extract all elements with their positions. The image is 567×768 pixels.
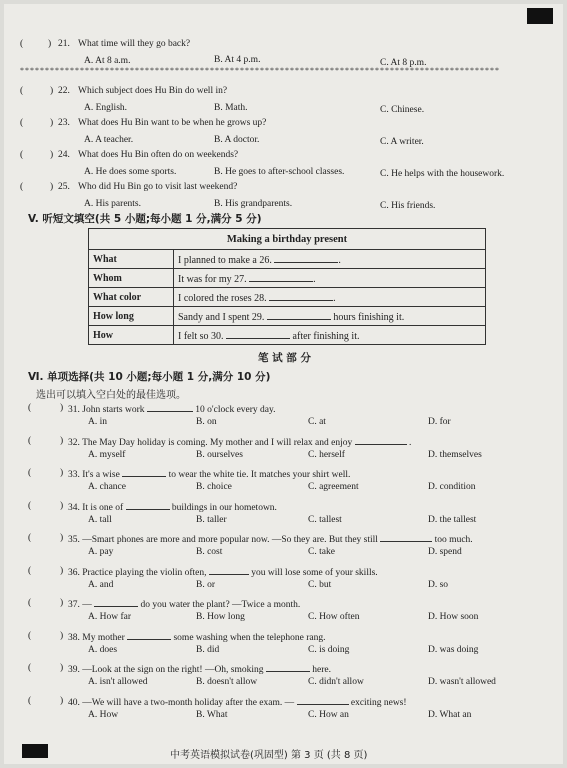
option-a: A. How [88, 710, 119, 720]
question-number: 35. [68, 535, 80, 545]
answer-paren-open: ( [28, 566, 32, 576]
stem-before: — [82, 600, 92, 610]
option-d: D. How soon [428, 612, 479, 622]
answer-paren-open: ( [28, 501, 32, 511]
option-b: B. At 4 p.m. [214, 55, 261, 65]
answer-blank[interactable] [249, 272, 313, 282]
option-b: B. taller [196, 515, 227, 525]
question-stem: Who did Hu Bin go to visit last weekend? [78, 182, 238, 192]
row-label: What color [89, 288, 174, 307]
table-row [89, 288, 486, 307]
question-number: 33. [68, 470, 80, 480]
option-b: B. A doctor. [214, 135, 260, 145]
stem-before: Practice playing the violin often, [82, 568, 207, 578]
option-b: B. How long [196, 612, 245, 622]
table-row [89, 326, 486, 345]
option-c: C. At 8 p.m. [380, 58, 427, 68]
question-text [68, 597, 300, 611]
option-d: D. wasn't allowed [428, 677, 496, 687]
option-c: C. A writer. [380, 137, 424, 147]
option-a: A. myself [88, 450, 126, 460]
answer-blank[interactable] [122, 467, 166, 477]
question-stem: What time will they go back? [78, 39, 191, 49]
option-a: A. does [88, 645, 118, 655]
answer-paren-open: ( [20, 118, 24, 128]
stem-after: some washing when the telephone rang. [173, 633, 326, 643]
answer-paren-close: ) [50, 182, 54, 192]
option-c: C. Chinese. [380, 105, 425, 115]
option-c: C. tallest [308, 515, 342, 525]
answer-paren-close: ) [60, 403, 64, 413]
option-b: B. ourselves [196, 450, 243, 460]
answer-blank[interactable] [380, 532, 432, 542]
section-6-title: Ⅵ. 单项选择(共 10 小题;每小题 1 分,满分 10 分) [28, 371, 271, 383]
option-c: C. didn't allow [308, 677, 364, 687]
question-text [68, 467, 350, 481]
question-number: 40. [68, 698, 80, 708]
option-d: D. condition [428, 482, 476, 492]
question-number: 23. [58, 118, 70, 128]
option-a: A. English. [84, 103, 128, 113]
option-b: B. did [196, 645, 220, 655]
stem-after: too much. [434, 535, 473, 545]
answer-paren-close: ) [60, 566, 64, 576]
answer-paren-open: ( [20, 150, 24, 160]
registration-mark-top [527, 8, 553, 24]
answer-blank[interactable] [355, 435, 407, 445]
answer-paren-close: ) [60, 696, 64, 706]
answer-paren-open: ( [28, 663, 32, 673]
answer-paren-close: ) [48, 39, 52, 49]
option-a: A. At 8 a.m. [84, 56, 131, 66]
table-row [89, 307, 486, 326]
option-c: C. is doing [308, 645, 350, 655]
option-b: B. choice [196, 482, 232, 492]
birthday-table [88, 228, 486, 345]
option-a: A. isn't allowed [88, 677, 148, 687]
option-c: C. agreement [308, 482, 359, 492]
answer-paren-close: ) [60, 468, 64, 478]
answer-blank[interactable] [266, 662, 310, 672]
stem-after: you will lose some of your skills. [251, 568, 378, 578]
option-a: A. His parents. [84, 199, 141, 209]
answer-paren-close: ) [60, 533, 64, 543]
question-number: 24. [58, 150, 70, 160]
stem-before: My mother [82, 633, 125, 643]
stem-before: The May Day holiday is coming. My mother and I will relax and enjoy [82, 438, 353, 448]
page-footer: 中考英语模拟试卷(巩固型) 第 3 页 (共 8 页) [170, 750, 368, 761]
answer-blank[interactable] [274, 253, 338, 263]
option-b: B. or [196, 580, 215, 590]
table-title: Making a birthday present [89, 229, 486, 250]
stem-before: John starts work [82, 405, 145, 415]
question-text [68, 662, 331, 676]
answer-paren-open: ( [20, 182, 24, 192]
section-6-instruction: 选出可以填入空白处的最佳选项。 [36, 390, 186, 401]
stem-after: exciting news! [350, 698, 407, 708]
question-text [68, 402, 276, 416]
table-row [89, 269, 486, 288]
answer-paren-open: ( [28, 403, 32, 413]
option-d: D. themselves [428, 450, 482, 460]
answer-paren-open: ( [28, 533, 32, 543]
answer-blank[interactable] [94, 597, 138, 607]
row-content: It was for my 27. . [174, 269, 486, 288]
table-row [89, 250, 486, 269]
stem-after: to wear the white tie. It matches your shirt well. [168, 470, 351, 480]
option-d: D. so [428, 580, 449, 590]
row-label: Whom [89, 269, 174, 288]
answer-paren-open: ( [28, 598, 32, 608]
question-number: 31. [68, 405, 80, 415]
option-c: C. How often [308, 612, 360, 622]
answer-paren-close: ) [60, 436, 64, 446]
stem-after: buildings in our hometown. [171, 503, 277, 513]
option-c: C. at [308, 417, 326, 427]
answer-paren-close: ) [50, 118, 54, 128]
option-a: A. and [88, 580, 114, 590]
row-content: I felt so 30. after finishing it. [174, 326, 486, 345]
option-a: A. A teacher. [84, 135, 134, 145]
separator-line: ************************************************************************************************ [20, 66, 500, 75]
answer-blank[interactable] [297, 695, 349, 705]
answer-paren-close: ) [60, 663, 64, 673]
stem-after: . [409, 438, 412, 448]
answer-blank[interactable] [226, 329, 290, 339]
option-c: C. take [308, 547, 335, 557]
option-d: D. spend [428, 547, 462, 557]
option-a: A. chance [88, 482, 126, 492]
option-c: C. but [308, 580, 332, 590]
option-a: A. tall [88, 515, 112, 525]
answer-paren-open: ( [28, 696, 32, 706]
answer-paren-close: ) [60, 598, 64, 608]
question-stem: What does Hu Bin often do on weekends? [78, 150, 239, 160]
option-d: D. was doing [428, 645, 479, 655]
answer-paren-open: ( [28, 468, 32, 478]
question-text [68, 565, 378, 579]
answer-paren-close: ) [60, 631, 64, 641]
option-b: B. What [196, 710, 228, 720]
question-number: 25. [58, 182, 70, 192]
option-d: D. the tallest [428, 515, 477, 525]
option-a: A. He does some sports. [84, 167, 177, 177]
question-text [68, 532, 473, 546]
option-d: D. What an [428, 710, 472, 720]
answer-paren-open: ( [28, 631, 32, 641]
question-number: 36. [68, 568, 80, 578]
answer-blank[interactable] [147, 402, 193, 412]
question-text [68, 630, 325, 644]
question-number: 38. [68, 633, 80, 643]
answer-paren-close: ) [50, 150, 54, 160]
question-number: 22. [58, 86, 70, 96]
question-stem: What does Hu Bin want to be when he grows up? [78, 118, 267, 128]
option-c: C. His friends. [380, 201, 436, 211]
section-5-title: V. 听短文填空(共 5 小题;每小题 1 分,满分 5 分) [28, 213, 262, 225]
option-a: A. in [88, 417, 107, 427]
stem-after: here. [312, 665, 332, 675]
row-label: How [89, 326, 174, 345]
answer-paren-open: ( [20, 86, 24, 96]
option-b: B. His grandparents. [214, 199, 293, 209]
row-label: How long [89, 307, 174, 326]
option-c: C. How an [308, 710, 349, 720]
answer-blank[interactable] [269, 291, 333, 301]
question-number: 21. [58, 39, 70, 49]
question-number: 39. [68, 665, 80, 675]
option-c: C. herself [308, 450, 345, 460]
stem-before: It's a wise [82, 470, 120, 480]
question-text [68, 435, 411, 449]
registration-mark-bottom [22, 744, 48, 758]
option-b: B. on [196, 417, 217, 427]
stem-before: —We will have a two-month holiday after the exam. — [82, 698, 295, 708]
row-content: I colored the roses 28. . [174, 288, 486, 307]
option-b: B. cost [196, 547, 223, 557]
question-number: 37. [68, 600, 80, 610]
stem-after: do you water the plant? —Twice a month. [140, 600, 301, 610]
row-content: Sandy and I spent 29. hours finishing it. [174, 307, 486, 326]
option-b: B. doesn't allow [196, 677, 258, 687]
answer-blank[interactable] [127, 630, 171, 640]
question-number: 34. [68, 503, 80, 513]
stem-before: —Look at the sign on the right! —Oh, smoking [82, 665, 264, 675]
option-c: C. He helps with the housework. [380, 169, 505, 179]
answer-paren-open: ( [20, 39, 24, 49]
row-content: I planned to make a 26. . [174, 250, 486, 269]
row-label: What [89, 250, 174, 269]
option-b: B. Math. [214, 103, 248, 113]
question-stem: Which subject does Hu Bin do well in? [78, 86, 228, 96]
stem-after: 10 o'clock every day. [195, 405, 276, 415]
question-number: 32. [68, 438, 80, 448]
stem-before: It is one of [82, 503, 124, 513]
question-text [68, 500, 277, 514]
option-d: D. for [428, 417, 451, 427]
answer-paren-open: ( [28, 436, 32, 446]
written-part-heading: 笔 试 部 分 [258, 352, 311, 364]
option-a: A. pay [88, 547, 114, 557]
stem-before: —Smart phones are more and more popular now. —So they are. But they still [82, 535, 378, 545]
option-b: B. He goes to after-school classes. [214, 167, 345, 177]
answer-blank[interactable] [209, 565, 249, 575]
answer-paren-close: ) [60, 501, 64, 511]
answer-paren-close: ) [50, 86, 54, 96]
answer-blank[interactable] [267, 310, 331, 320]
question-text [68, 695, 407, 709]
answer-blank[interactable] [126, 500, 170, 510]
option-a: A. How far [88, 612, 132, 622]
